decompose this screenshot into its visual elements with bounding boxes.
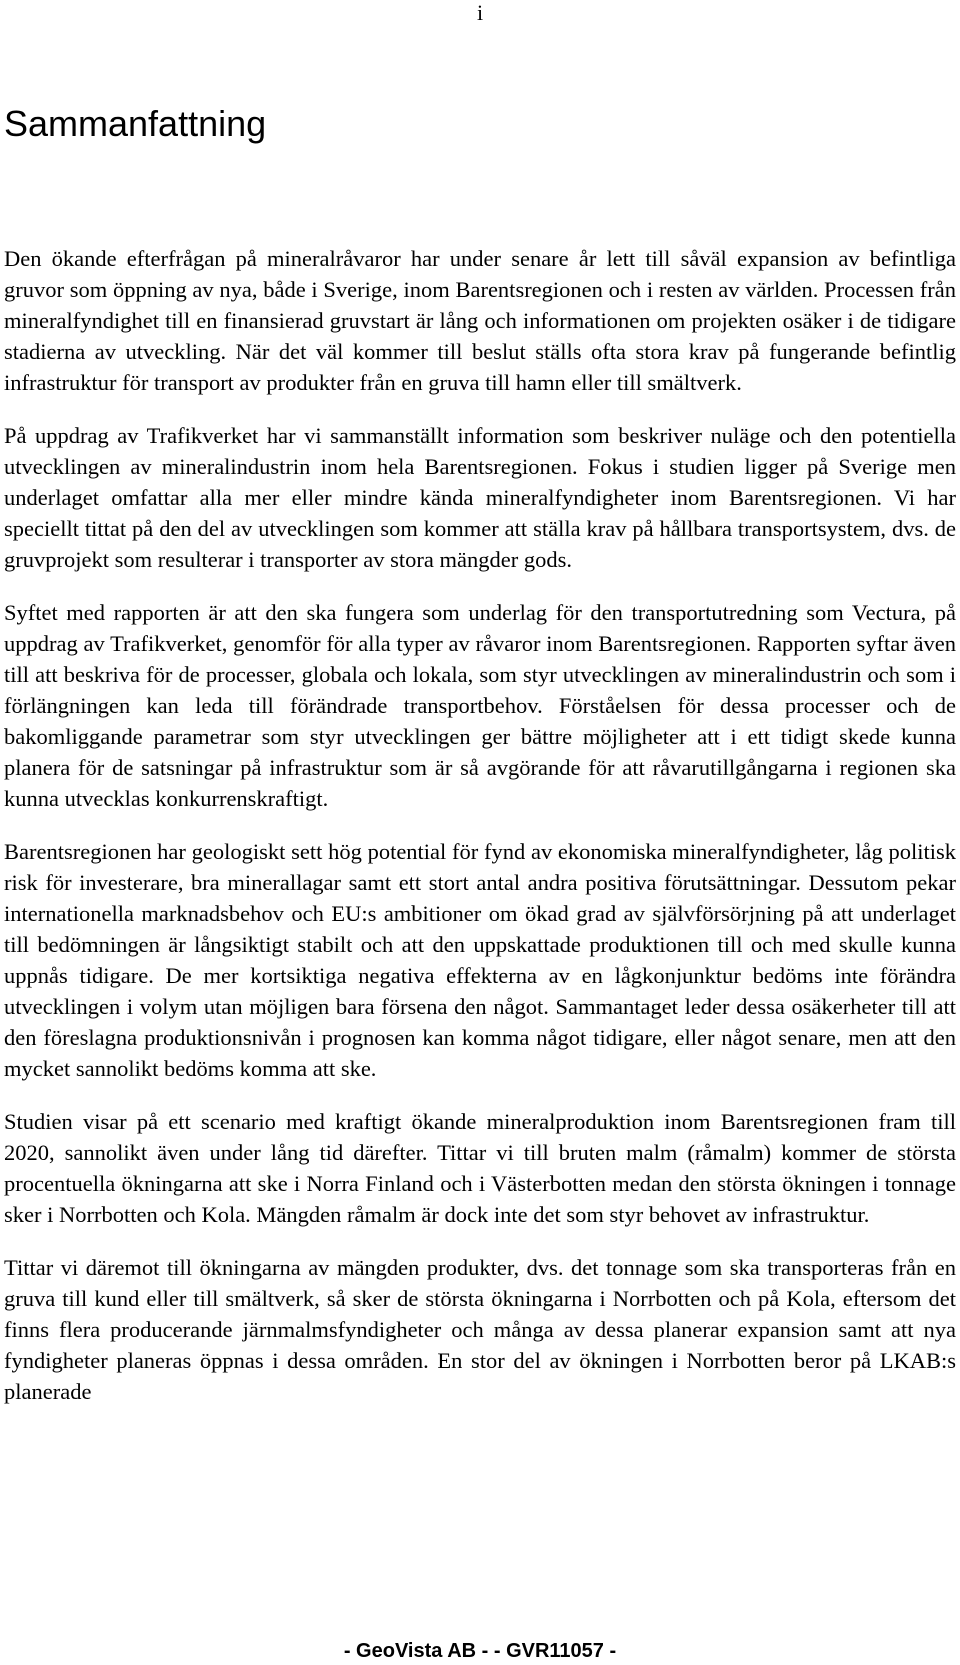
page-title: Sammanfattning xyxy=(4,103,267,144)
page-footer: - GeoVista AB - - GVR11057 - xyxy=(343,1640,617,1662)
paragraph: På uppdrag av Trafikverket har vi sammanställt information som beskriver nuläge och den potentiella utvecklingen av mineralindustrin inom hela Barentsregionen. Fokus i studien ligger på Sverige men underlaget omfattar alla mer eller mindre kända mineralfyndigheter inom Barentsregionen. Vi har speciellt tittat på den del av utvecklingen som kommer att ställa krav på hållbara transportsystem, dvs. de gruvprojekt som resulterar i transporter av stora mängder gods. xyxy=(4,423,956,572)
page-number: i xyxy=(476,0,484,25)
paragraph: Den ökande efterfrågan på mineralråvaror har under senare år lett till såväl expansion av befintliga gruvor som öppning av nya, både i Sverige, inom Barentsregionen och i resten av världen. Processen från mineralfyndighet till en finansierad gruvstart är lång och informationen om projekten osäker i de tidigare stadierna av utveckling. När det väl kommer till beslut ställs ofta stora krav på fungerande befintlig infrastruktur för transport av produkter från en gruva till hamn eller till smältverk. xyxy=(4,246,956,395)
paragraph: Barentsregionen har geologiskt sett hög potential för fynd av ekonomiska mineralfyndigheter, låg politisk risk för investerare, bra minerallagar samt ett stort antal andra positiva förutsättningar. Dessutom pekar internationella marknadsbehov och EU:s ambitioner om ökad grad av självförsörjning på att underlaget till bedömningen är långsiktigt stabilt och att den uppskattade produktionen till och med skulle kunna uppnås tidigare. De mer kortsiktiga negativa effekterna av en lågkonjunktur bedöms inte förändra utvecklingen i volym utan möjligen bara försena den något. Sammantaget leder dessa osäkerheter till att den föreslagna produktionsnivån i prognosen kan komma något tidigare, eller något senare, men att den mycket sannolikt bedöms komma att ske. xyxy=(4,839,956,1081)
paragraph: Syftet med rapporten är att den ska fungera som underlag för den transportutredning som Vectura, på uppdrag av Trafikverket, genomför för alla typer av råvaror inom Barentsregionen. Rapporten syftar även till att beskriva för de processer, globala och lokala, som styr utvecklingen av mineralindustrin och som i förlängningen kan leda till förändrade transportbehov. Förståelsen för dessa processer och de bakomliggande parametrar som styr utvecklingen ger bättre möjligheter att i ett tidigt skede kunna planera för de satsningar på infrastruktur som är så avgörande för att råvarutillgångarna i regionen ska kunna utvecklas konkurrenskraftigt. xyxy=(4,600,956,811)
paragraph: Studien visar på ett scenario med kraftigt ökande mineralproduktion inom Barentsregionen fram till 2020, sannolikt även under lång tid därefter. Tittar vi till bruten malm (råmalm) kommer de största procentuella ökningarna att ske i Norra Finland och i Västerbotten medan den största ökningen i tonnage sker i Norrbotten och Kola. Mängden råmalm är dock inte det som styr behovet av infrastruktur. xyxy=(4,1109,956,1227)
paragraph: Tittar vi däremot till ökningarna av mängden produkter, dvs. det tonnage som ska transporteras från en gruva till kund eller till smältverk, så sker de största ökningarna i Norrbotten och på Kola, eftersom det finns flera producerande järnmalmsfyndigheter och många av dessa planerar expansion samt att nya fyndigheter planeras öppnas i dessa områden. En stor del av ökningen i Norrbotten beror på LKAB:s planerade xyxy=(4,1255,956,1404)
body-text xyxy=(4,243,956,1429)
